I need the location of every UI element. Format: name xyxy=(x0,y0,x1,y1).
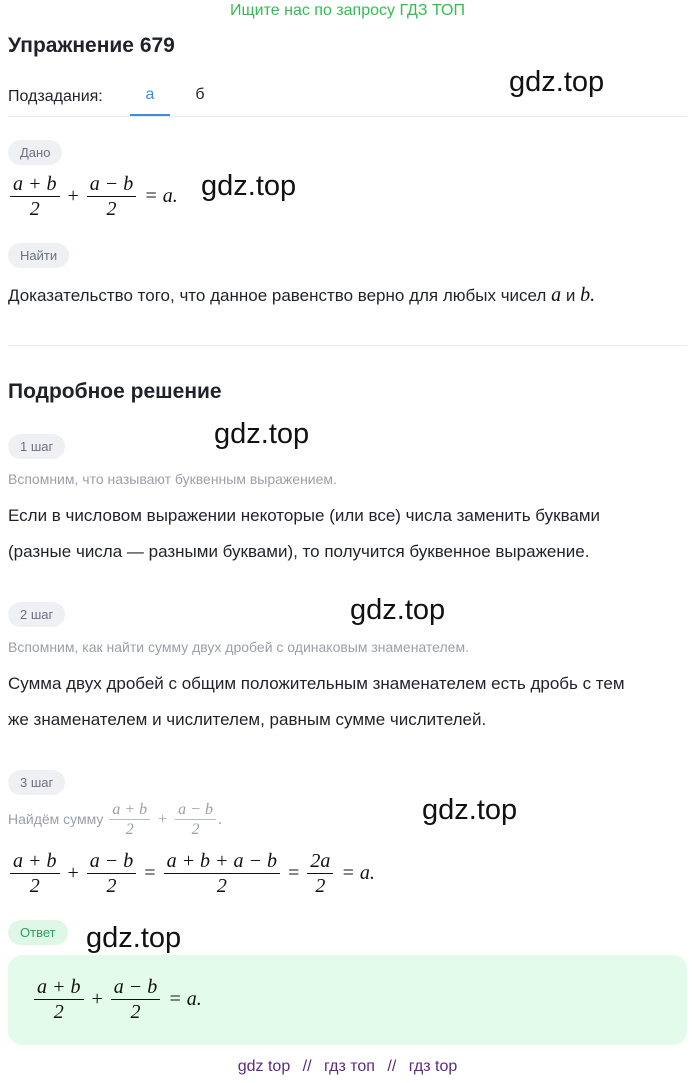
answer-pill: Ответ xyxy=(8,920,68,945)
promo-banner[interactable]: Ищите нас по запросу ГДЗ ТОП xyxy=(230,2,465,19)
solution-title: Подробное решение xyxy=(8,380,222,403)
fraction-denominator: 2 xyxy=(87,196,137,221)
step-3-hint xyxy=(8,800,222,839)
footer-link-gdz-top-mixed[interactable]: гдз top xyxy=(408,1058,458,1075)
watermark: gdz.top xyxy=(201,170,297,202)
variable-a: a xyxy=(551,284,562,306)
step-pill: 3 шаг xyxy=(8,770,65,795)
step-1-hint: Вспомним, что называют буквенным выражением. xyxy=(8,471,337,487)
footer-separator: // xyxy=(302,1058,312,1075)
fraction-denominator: 2 xyxy=(307,873,333,898)
find-text xyxy=(8,277,595,314)
step-1-text-line1: Если в числовом выражении некоторые (или все) числа заменить буквами xyxy=(8,506,601,525)
step-2-text-line1: Сумма двух дробей с общим положительным знаменателем есть дробь с тем xyxy=(8,674,625,693)
given-pill: Дано xyxy=(8,140,62,165)
operator: + xyxy=(67,185,79,207)
fraction-numerator: a − b xyxy=(178,801,213,818)
fraction-denominator: 2 xyxy=(109,819,150,839)
footer-link-gdz-top-ru[interactable]: гдз топ xyxy=(324,1058,375,1075)
fraction-numerator: a − b xyxy=(89,173,134,195)
footer-links xyxy=(0,1058,695,1076)
fraction-numerator: a − b xyxy=(89,850,134,872)
watermark: gdz.top xyxy=(350,594,446,626)
equation-rest: = a. xyxy=(168,988,202,1010)
fraction-numerator: a + b + a − b xyxy=(166,850,278,872)
answer-badge xyxy=(8,920,68,945)
fraction-denominator: 2 xyxy=(10,873,60,898)
tab-subtask-a[interactable]: а xyxy=(130,86,170,116)
watermark: gdz.top xyxy=(422,794,518,826)
operator: + xyxy=(158,810,168,828)
fraction-numerator: a − b xyxy=(113,976,158,998)
operator: = xyxy=(288,862,300,884)
fraction-numerator: 2a xyxy=(310,850,331,872)
step-3-calculation xyxy=(8,849,381,898)
fraction-numerator: a + b xyxy=(37,976,81,998)
tab-subtask-b[interactable]: б xyxy=(195,86,205,103)
operator: + xyxy=(67,862,79,884)
equation-rest: = a. xyxy=(341,862,375,884)
step-pill: 1 шаг xyxy=(8,434,65,459)
step-1-text-line2: (разные числа — разными буквами), то получится буквенное выражение. xyxy=(8,542,590,561)
divider xyxy=(8,345,687,346)
fraction-numerator: a + b xyxy=(13,850,57,872)
find-pill: Найти xyxy=(8,243,69,268)
fraction-denominator: 2 xyxy=(87,873,137,898)
operator: + xyxy=(91,988,103,1010)
fraction-numerator: a + b xyxy=(112,801,148,818)
step-2-text-line2: же знаменателем и числителем, равным сумме числителей. xyxy=(8,710,487,729)
find-sentence: Доказательство того, что данное равенство верно для любых чисел xyxy=(8,286,547,305)
given-badge xyxy=(8,140,62,165)
watermark: gdz.top xyxy=(509,66,605,98)
step-3-hint-text: Найдём сумму xyxy=(8,811,104,828)
step-pill: 2 шаг xyxy=(8,602,65,627)
watermark: gdz.top xyxy=(86,922,182,954)
footer-link-gdz-top[interactable]: gdz top xyxy=(237,1058,291,1075)
answer-formula xyxy=(32,975,208,1024)
operator: = xyxy=(144,862,156,884)
subtasks-label: Подзадания: xyxy=(8,88,103,105)
page-title: Упражнение 679 xyxy=(8,34,175,57)
equation-rest: = a. xyxy=(144,185,178,207)
variable-b: b. xyxy=(580,284,596,306)
fraction-denominator: 2 xyxy=(164,873,281,898)
conjunction: и xyxy=(565,286,576,305)
fraction-denominator: 2 xyxy=(34,999,84,1024)
period: . xyxy=(217,810,222,828)
given-formula xyxy=(8,172,184,221)
step-1-badge xyxy=(8,434,65,459)
fraction-denominator: 2 xyxy=(111,999,161,1024)
footer-separator: // xyxy=(387,1058,397,1075)
divider xyxy=(8,116,687,117)
step-2-hint: Вспомним, как найти сумму двух дробей с одинаковым знаменателем. xyxy=(8,639,469,655)
fraction-denominator: 2 xyxy=(175,819,216,839)
step-2-badge xyxy=(8,602,65,627)
watermark: gdz.top xyxy=(214,418,310,450)
find-badge xyxy=(8,243,69,268)
fraction-numerator: a + b xyxy=(13,173,57,195)
fraction-denominator: 2 xyxy=(10,196,60,221)
step-3-badge xyxy=(8,770,65,795)
